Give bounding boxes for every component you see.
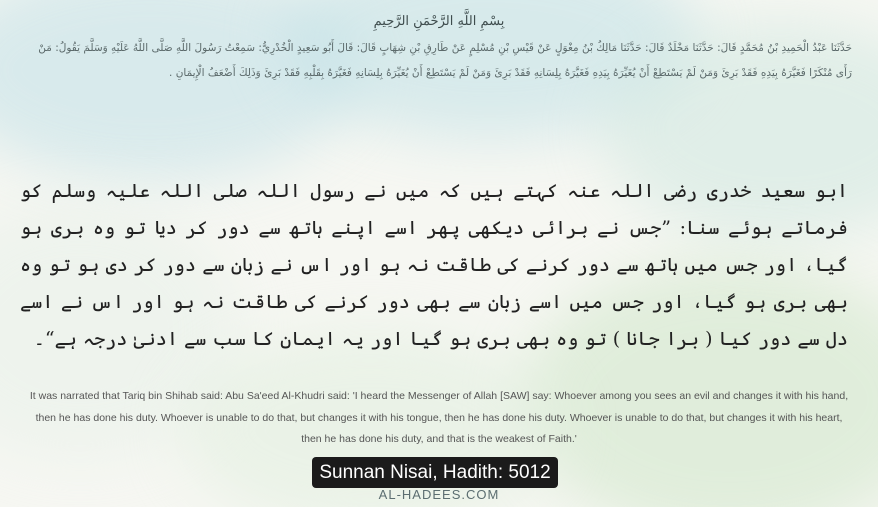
urdu-translation-text: ابو سعید خدری رضی اللہ عنہ کہتے ہیں کہ میں نے رسول اللہ صلی اللہ علیہ وسلم کو فرماتے ہوئے سنا: ”جس نے برائی دیکھی پھر اسے اپنے ہاتھ سے دور کر دیا تو وہ بری ہو گیا، اور جس میں ہاتھ سے دور کرنے کی طاقت نہ ہو اور اس نے زبان سے دور کر دی ہو تو وہ بھی بری ہو گیا، اور جس میں اسے زبان سے بھی دور کرنے کی طاقت نہ ہو اور اس نے اسے دل سے دور کیا ( برا جانا ) تو وہ بھی بری ہو گیا اور یہ ایمان کا سب سے ادنیٰ درجہ ہے“۔ [20,180,848,350]
site-watermark: AL-HADEES.COM [378,487,500,502]
english-translation-text: It was narrated that Tariq bin Shihab said: Abu Sa'eed Al-Khudri said: 'I heard the Messenger of Allah [SAW] say: Whoever among you sees an evil and changes it with his hand, then he has done his duty. Whoever is unable to do that, but changes it with his tongue, then he has done his duty. Whoever is unable to do that, but changes it with his heart, then he has done his duty, and that is the weakest of Faith.' [29,390,849,445]
bismillah-heading: بِسْمِ اللَّهِ الرَّحْمَنِ الرَّحِيمِ [373,14,505,29]
hadith-reference-badge: Sunnan Nisai, Hadith: 5012 [312,457,558,488]
arabic-hadith-text: حَدَّثَنَا عَبْدُ الْحَمِيدِ بْنُ مُحَمَّدٍ قَالَ: حَدَّثَنَا مَخْلَدٌ قَالَ: حَدَّثَنَا مَالِكُ بْنُ مِغْوَلٍ عَنْ قَيْسِ بْنِ مُسْلِمٍ عَنْ طَارِقِ بْنِ شِهَابٍ قَالَ: قَالَ أَبُو سَعِيدٍ الْخُدْرِيُّ: سَمِعْتُ رَسُولَ اللَّهِ صَلَّى اللَّهُ عَلَيْهِ وَسَلَّمَ يَقُولُ: مَنْ رَأَى مُنْكَرًا فَغَيَّرَهُ بِيَدِهِ فَقَدْ بَرِئَ وَمَنْ لَمْ يَسْتَطِعْ أَنْ يُغَيِّرَهُ بِيَدِهِ فَغَيَّرَهُ بِلِسَانِهِ فَقَدْ بَرِئَ وَمَنْ لَمْ يَسْتَطِعْ أَنْ يُغَيِّرَهُ بِلِسَانِهِ فَغَيَّرَهُ بِقَلْبِهِ فَقَدْ بَرِئَ وَذَلِكَ أَضْعَفُ الْإِيمَانِ . [38,42,852,79]
